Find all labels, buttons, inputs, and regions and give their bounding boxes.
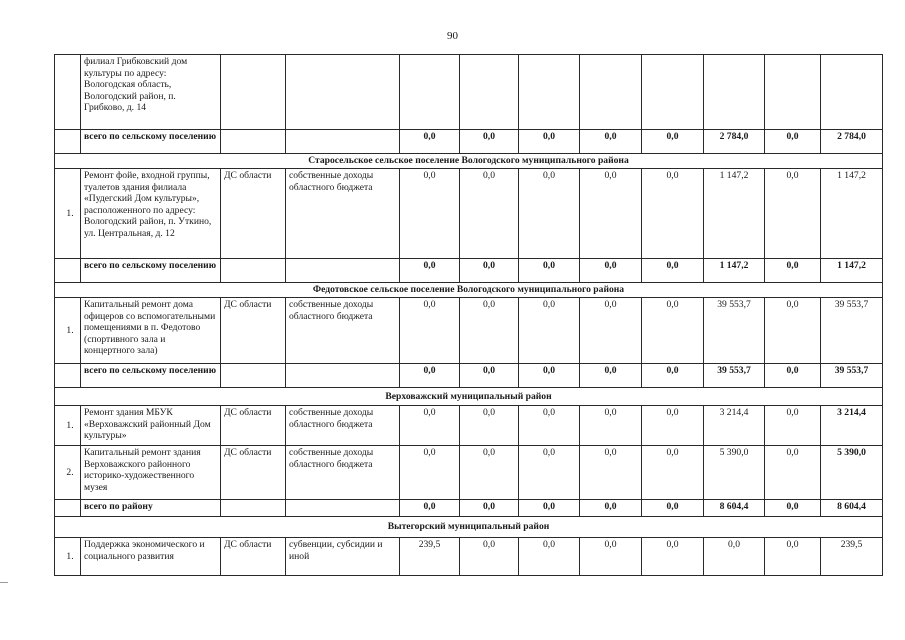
value-cell [460, 55, 519, 130]
executor-cell [221, 500, 286, 517]
value-cell: 0,0 [765, 259, 821, 283]
value-cell: 0,0 [460, 364, 519, 388]
funding-source-cell: собственные доходы областного бюджета [286, 169, 400, 259]
table-row [55, 169, 883, 259]
value-cell: 0,0 [519, 259, 580, 283]
executor-cell: ДС области [221, 406, 286, 446]
value-cell [821, 55, 883, 130]
value-cell: 0,0 [460, 406, 519, 446]
total-row [55, 259, 883, 283]
value-cell: 0,0 [460, 446, 519, 500]
total-row [55, 130, 883, 154]
value-cell: 39 553,7 [704, 364, 765, 388]
row-number-cell [55, 500, 81, 517]
value-cell: 1 147,2 [704, 169, 765, 259]
page-number: 90 [447, 30, 458, 42]
value-cell: 0,0 [765, 169, 821, 259]
value-cell: 0,0 [519, 130, 580, 154]
object-name-cell: всего по сельскому поселению [81, 130, 221, 154]
funding-source-cell: субвенции, субсидии и иной [286, 538, 400, 576]
row-number-cell [55, 130, 81, 154]
row-number-cell [55, 364, 81, 388]
funding-source-cell [286, 500, 400, 517]
table-row [55, 446, 883, 500]
margin-mark [0, 582, 8, 583]
funding-source-cell [286, 364, 400, 388]
executor-cell [221, 130, 286, 154]
funding-source-cell [286, 55, 400, 130]
object-name-cell: Капитальный ремонт здания Верховажского районного историко-художественного музея [81, 446, 221, 500]
value-cell: 0,0 [519, 538, 580, 576]
value-cell: 0,0 [400, 259, 460, 283]
object-name-cell: Капитальный ремонт дома офицеров со вспомогательными помещениями в п. Федотово (спортивного зала и концертного зала) [81, 298, 221, 364]
value-cell: 0,0 [642, 169, 704, 259]
row-number-cell: 1. [55, 406, 81, 446]
section-title: Федотовское сельское поселение Вологодского муниципального района [55, 283, 883, 298]
value-cell: 0,0 [460, 500, 519, 517]
value-cell [642, 55, 704, 130]
value-cell: 0,0 [580, 446, 642, 500]
funding-source-cell: собственные доходы областного бюджета [286, 406, 400, 446]
funding-source-cell: собственные доходы областного бюджета [286, 298, 400, 364]
section-title: Старосельское сельское поселение Вологодского муниципального района [55, 154, 883, 169]
object-name-cell: Ремонт фойе, входной группы, туалетов здания филиала «Пудегский Дом культуры», расположенного по адресу: Вологодский район, п. Уткино, ул. Центральная, д. 12 [81, 169, 221, 259]
value-cell: 0,0 [460, 538, 519, 576]
table-row [55, 298, 883, 364]
value-cell: 0,0 [765, 406, 821, 446]
value-cell: 0,0 [642, 500, 704, 517]
value-cell: 0,0 [642, 259, 704, 283]
value-cell: 0,0 [765, 500, 821, 517]
funding-source-cell [286, 259, 400, 283]
value-cell: 0,0 [642, 364, 704, 388]
budget-table [54, 54, 883, 576]
value-cell: 0,0 [400, 130, 460, 154]
executor-cell [221, 55, 286, 130]
value-cell: 0,0 [765, 538, 821, 576]
value-cell: 0,0 [400, 364, 460, 388]
value-cell: 2 784,0 [821, 130, 883, 154]
object-name-cell: Ремонт здания МБУК «Верховажский районный Дом культуры» [81, 406, 221, 446]
section-header-row [55, 388, 883, 406]
value-cell: 1 147,2 [704, 259, 765, 283]
value-cell: 0,0 [400, 500, 460, 517]
value-cell [519, 55, 580, 130]
row-number-cell [55, 259, 81, 283]
value-cell: 0,0 [765, 130, 821, 154]
value-cell: 0,0 [400, 446, 460, 500]
value-cell: 0,0 [460, 169, 519, 259]
total-row [55, 364, 883, 388]
budget-table-sheet [54, 54, 882, 568]
table-row [55, 406, 883, 446]
value-cell: 8 604,4 [821, 500, 883, 517]
table-row [55, 55, 883, 130]
row-number-cell: 1. [55, 169, 81, 259]
funding-source-cell [286, 130, 400, 154]
executor-cell: ДС области [221, 169, 286, 259]
value-cell: 0,0 [765, 298, 821, 364]
value-cell: 0,0 [519, 406, 580, 446]
value-cell: 0,0 [519, 169, 580, 259]
object-name-cell: всего по сельскому поселению [81, 259, 221, 283]
executor-cell: ДС области [221, 538, 286, 576]
executor-cell [221, 364, 286, 388]
value-cell: 0,0 [519, 298, 580, 364]
value-cell: 1 147,2 [821, 259, 883, 283]
value-cell: 2 784,0 [704, 130, 765, 154]
value-cell: 3 214,4 [821, 406, 883, 446]
executor-cell [221, 259, 286, 283]
object-name-cell: всего по сельскому поселению [81, 364, 221, 388]
executor-cell: ДС области [221, 298, 286, 364]
value-cell: 0,0 [519, 446, 580, 500]
table-body [55, 55, 883, 576]
value-cell: 8 604,4 [704, 500, 765, 517]
value-cell: 0,0 [460, 130, 519, 154]
object-name-cell: филиал Грибковский дом культуры по адресу: Вологодская область, Вологодский район, п. Грибково, д. 14 [81, 55, 221, 130]
row-number-cell: 1. [55, 538, 81, 576]
value-cell: 0,0 [400, 169, 460, 259]
value-cell: 239,5 [821, 538, 883, 576]
value-cell: 0,0 [580, 298, 642, 364]
value-cell: 1 147,2 [821, 169, 883, 259]
row-number-cell: 1. [55, 298, 81, 364]
object-name-cell: Поддержка экономического и социального развития [81, 538, 221, 576]
value-cell: 0,0 [580, 169, 642, 259]
row-number-cell: 2. [55, 446, 81, 500]
value-cell [765, 55, 821, 130]
section-title: Верховажский муниципальный район [55, 388, 883, 406]
value-cell: 0,0 [460, 298, 519, 364]
value-cell: 0,0 [519, 500, 580, 517]
value-cell: 0,0 [580, 406, 642, 446]
value-cell: 0,0 [642, 298, 704, 364]
value-cell: 0,0 [704, 538, 765, 576]
executor-cell: ДС области [221, 446, 286, 500]
value-cell: 5 390,0 [821, 446, 883, 500]
value-cell: 0,0 [580, 538, 642, 576]
value-cell [400, 55, 460, 130]
value-cell: 5 390,0 [704, 446, 765, 500]
value-cell: 0,0 [580, 130, 642, 154]
value-cell: 0,0 [460, 259, 519, 283]
value-cell: 0,0 [580, 500, 642, 517]
value-cell: 0,0 [580, 259, 642, 283]
value-cell: 39 553,7 [821, 298, 883, 364]
value-cell: 0,0 [765, 364, 821, 388]
value-cell: 39 553,7 [821, 364, 883, 388]
value-cell: 0,0 [400, 406, 460, 446]
value-cell [704, 55, 765, 130]
value-cell: 3 214,4 [704, 406, 765, 446]
value-cell: 39 553,7 [704, 298, 765, 364]
object-name-cell: всего по району [81, 500, 221, 517]
funding-source-cell: собственные доходы областного бюджета [286, 446, 400, 500]
value-cell: 239,5 [400, 538, 460, 576]
section-header-row [55, 154, 883, 169]
value-cell: 0,0 [642, 130, 704, 154]
value-cell [580, 55, 642, 130]
value-cell: 0,0 [642, 406, 704, 446]
section-title: Вытегорский муниципальный район [55, 517, 883, 538]
row-number-cell [55, 55, 81, 130]
total-row [55, 500, 883, 517]
value-cell: 0,0 [519, 364, 580, 388]
value-cell: 0,0 [642, 446, 704, 500]
value-cell: 0,0 [400, 298, 460, 364]
section-header-row [55, 517, 883, 538]
value-cell: 0,0 [765, 446, 821, 500]
value-cell: 0,0 [580, 364, 642, 388]
table-row [55, 538, 883, 576]
section-header-row [55, 283, 883, 298]
value-cell: 0,0 [642, 538, 704, 576]
